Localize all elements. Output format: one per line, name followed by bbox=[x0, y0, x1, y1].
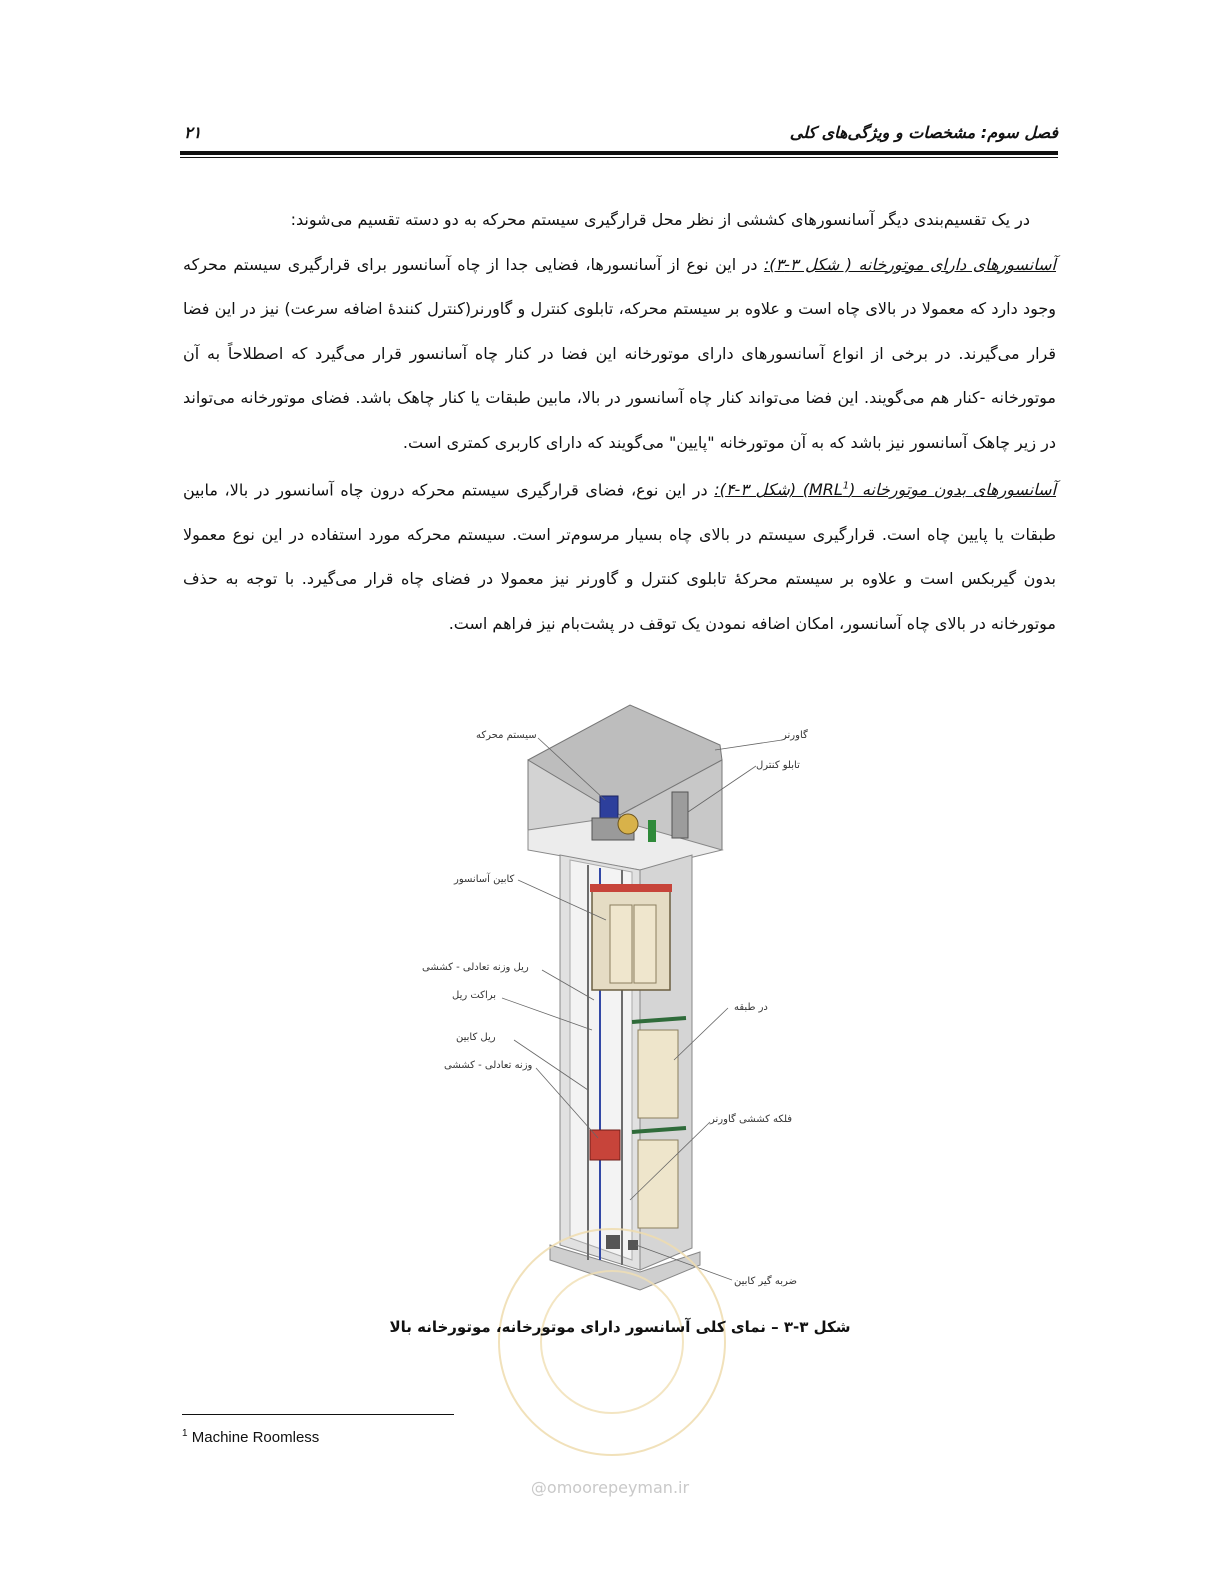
figure-caption: شکل ۳-۳ – نمای کلی آسانسور دارای موتورخانه، موتورخانه بالا bbox=[389, 1318, 851, 1336]
label-governor: گاورنر bbox=[782, 730, 808, 741]
footnote-number: 1 bbox=[182, 1428, 188, 1439]
body-text bbox=[183, 198, 1056, 646]
label-cabin-buffer: ضربه گیر کابین bbox=[734, 1276, 798, 1287]
footnote-rule bbox=[182, 1414, 454, 1415]
term-machine-room: آسانسورهای دارای موتورخانه ( شکل ۳-۳): bbox=[763, 254, 1057, 274]
paragraph-mrl-text: در این نوع، فضای قرارگیری سیستم محرکه درون چاه آسانسور در بالا، مابین طبقات یا پایین چاه است. قرارگیری سیستم در بالای چاه بسیار مرسوم‌تر است. سیستم محرکه مورد استفاده در این نوع معمولا بدون گیربکس است و علاوه بر سیستم محرکهٔ تابلوی کنترل و گاورنر نیز معمولا در فضای چاه قرار می‌گیرد. با توجه به حذف موتورخانه در بالای چاه آسانسور، امکان اضافه نمودن یک توقف در پشت‌بام نیز فراهم است. bbox=[183, 480, 1056, 633]
watermark-seal-inner bbox=[540, 1270, 684, 1414]
label-cabin-rail: ریل کابین bbox=[456, 1032, 496, 1043]
label-counterweight-rail: ریل وزنه تعادلی - کششی bbox=[422, 962, 529, 973]
label-rail-bracket: براکت ریل bbox=[452, 990, 497, 1001]
intro-paragraph: در یک تقسیم‌بندی دیگر آسانسورهای کششی از نظر محل قرارگیری سیستم محرکه به دو دسته تقسیم می‌شوند: bbox=[290, 210, 1030, 229]
label-landing-door: در طبقه bbox=[734, 1002, 768, 1013]
header-rule bbox=[180, 151, 1058, 155]
label-counterweight: وزنه تعادلی - کششی bbox=[444, 1060, 533, 1071]
footnote bbox=[182, 1428, 319, 1446]
watermark-site: @omoorepeyman.ir bbox=[530, 1478, 690, 1497]
elevator-figure bbox=[410, 700, 830, 1310]
footnote-ref[interactable]: 1 bbox=[842, 481, 850, 492]
label-governor-pulley: فلکه کششی گاورنر bbox=[710, 1114, 793, 1125]
paragraph-machine-room-text: در این نوع از آسانسورها، فضایی جدا از چاه آسانسور برای قرارگیری سیستم محرکه وجود دارد که معمولا در بالای چاه است و علاوه بر سیستم محرکه، تابلوی کنترل و گاورنر(کنترل کنندهٔ اضافه سرعت) نیز در این فضا قرار می‌گیرند. در برخی از انواع آسانسورهای دارای موتورخانه این فضا در کنار چاه آسانسور قرار می‌گیرد که اصطلاحاً به آن موتورخانه -کنار هم می‌گویند. این فضا می‌تواند کنار چاه آسانسور در بالا، مابین طبقات یا کنار چاهک باشد. فضای موتورخانه می‌تواند در زیر چاهک آسانسور نیز باشد که به آن موتورخانه "پایین" می‌گویند که دارای کاربری کمتری است. bbox=[183, 254, 1056, 452]
term-mrl bbox=[714, 480, 1056, 499]
term-mrl-label: آسانسورهای بدون موتورخانه (MRL bbox=[808, 480, 1057, 500]
paragraph-machine-room bbox=[183, 243, 1056, 466]
label-control-panel: تابلو کنترل bbox=[756, 760, 800, 771]
term-mrl-figure-ref: ) (شکل ۳-۴): bbox=[714, 480, 809, 500]
footnote-text: Machine Roomless bbox=[191, 1429, 320, 1446]
label-drive-system: سیستم محرکه bbox=[476, 730, 537, 741]
chapter-title: فصل سوم: مشخصات و ویژگی‌های کلی bbox=[789, 123, 1058, 142]
label-cabin: کابین آسانسور bbox=[454, 874, 515, 885]
header-rule-thin bbox=[180, 157, 1058, 158]
paragraph-mrl bbox=[183, 465, 1056, 646]
page-number: ۲۱ bbox=[184, 123, 202, 142]
